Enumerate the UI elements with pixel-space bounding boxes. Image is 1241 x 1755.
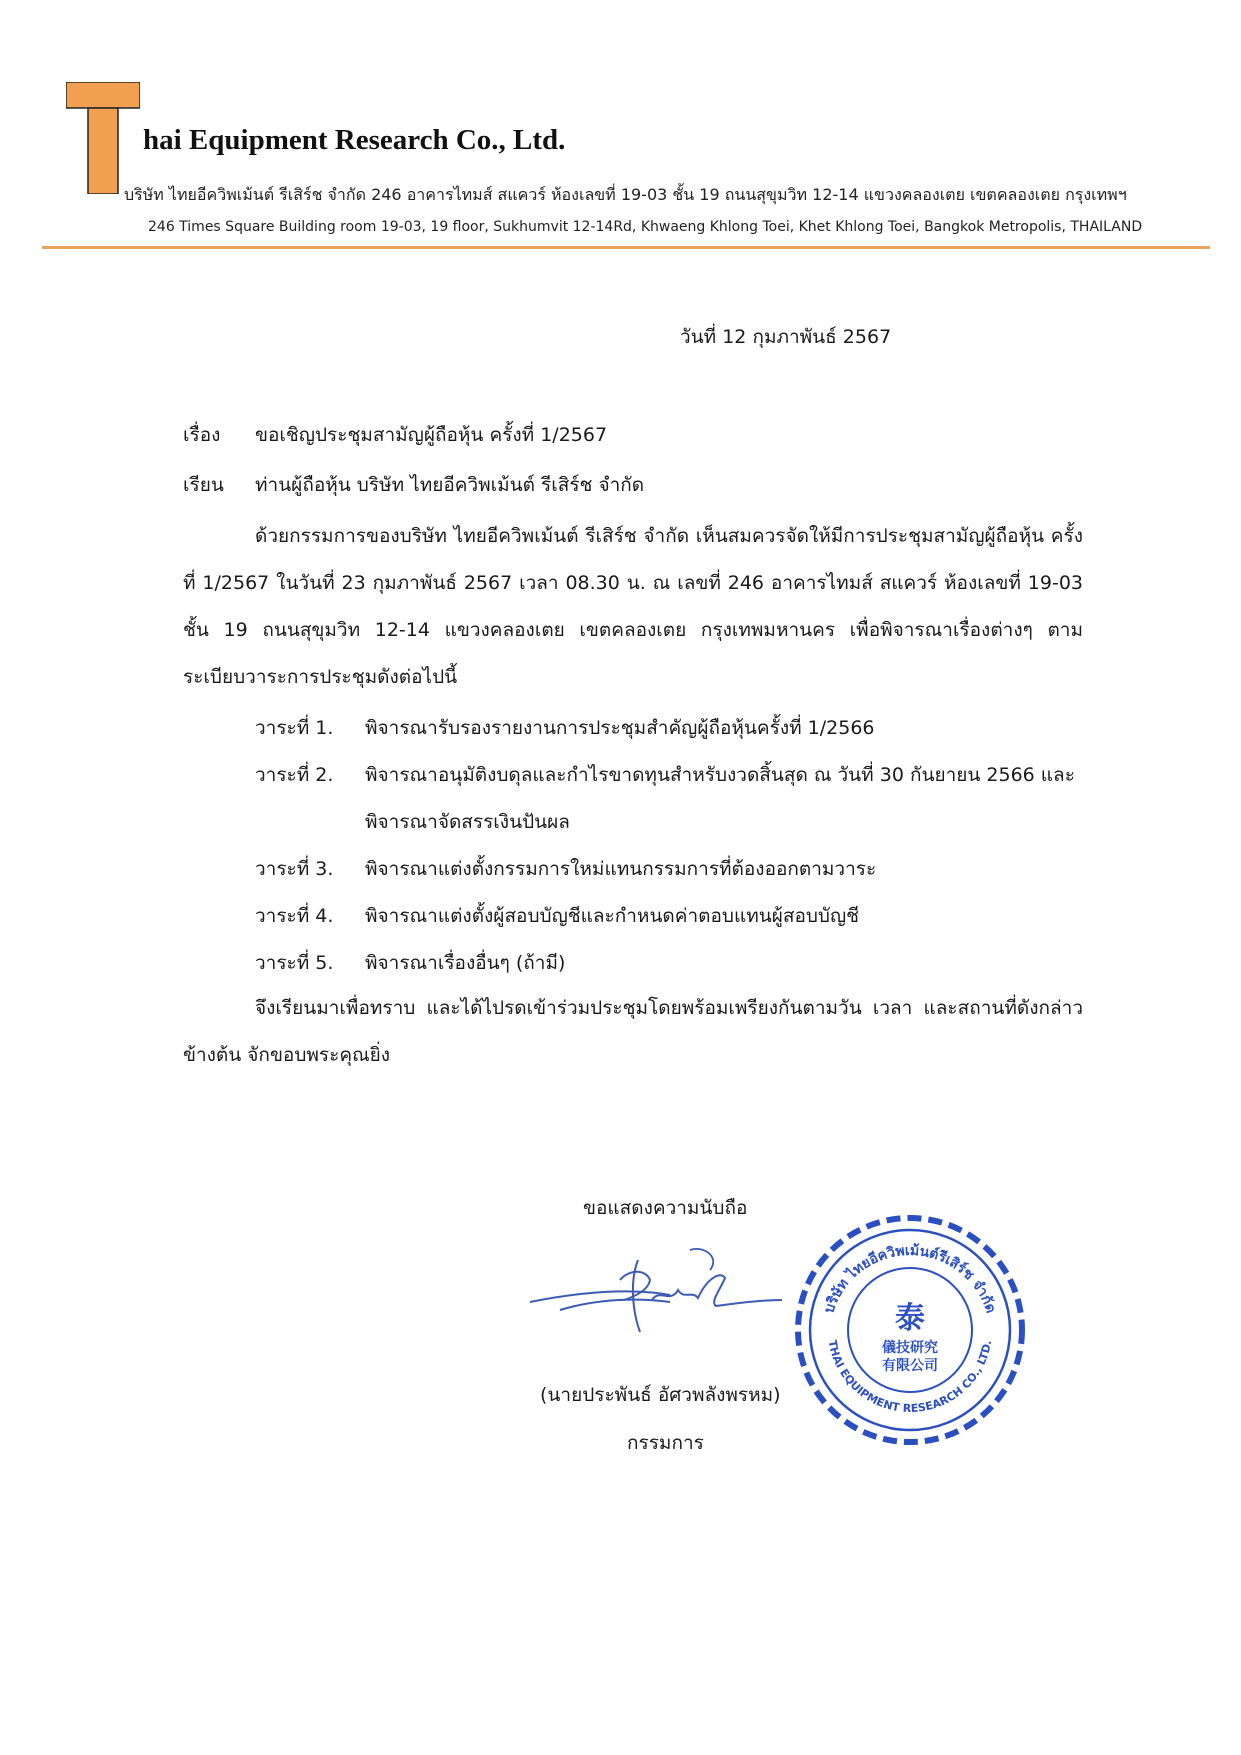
agenda-number: วาระที่ 1. [255, 717, 334, 739]
seal-center-line: 儀技研究 [882, 1340, 938, 1356]
subject-text: ขอเชิญประชุมสามัญผู้ถือหุ้น ครั้งที่ 1/2567 [255, 424, 608, 446]
handwritten-signature [520, 1240, 790, 1340]
letterhead-divider [42, 246, 1210, 249]
recipient-text: ท่านผู้ถือหุ้น บริษัท ไทยอีควิพเม้นต์ รีเสิร์ช จำกัด [255, 474, 645, 496]
agenda-number: วาระที่ 3. [255, 858, 334, 880]
agenda-item [255, 940, 1075, 987]
company-name: hai Equipment Research Co., Ltd. [143, 124, 566, 156]
signer-name: (นายประพันธ์ อัศวพลังพรหม) [540, 1384, 781, 1406]
agenda-number: วาระที่ 4. [255, 905, 334, 927]
agenda-number: วาระที่ 5. [255, 952, 334, 974]
regards-text: ขอแสดงความนับถือ [583, 1197, 748, 1219]
agenda-item [255, 705, 1075, 752]
agenda-number: วาระที่ 2. [255, 764, 334, 786]
agenda-text: พิจารณาแต่งตั้งผู้สอบบัญชีและกำหนดค่าตอบแทนผู้สอบบัญชี [365, 905, 860, 927]
seal-text-english: THAI EQUIPMENT RESEARCH CO., LTD. [825, 1339, 995, 1416]
recipient-label: เรียน [183, 474, 224, 496]
seal-center-line: 有限公司 [882, 1358, 938, 1374]
subject-label: เรื่อง [183, 424, 221, 446]
agenda-item [255, 846, 1075, 893]
agenda-text: พิจารณารับรองรายงานการประชุมสำคัญผู้ถือหุ้นครั้งที่ 1/2566 [365, 717, 875, 739]
letter-closing: จึงเรียนมาเพื่อทราบ และได้ไปรดเข้าร่วมประชุมโดยพร้อมเพรียงกันตามวัน เวลา และสถานที่ดังกล่าวข้างต้น จักขอบพระคุณยิ่ง [183, 997, 1083, 1066]
agenda-text: พิจารณาแต่งตั้งกรรมการใหม่แทนกรรมการที่ต้องออกตามวาระ [365, 858, 877, 880]
company-logo [66, 82, 140, 194]
agenda-item [255, 752, 1075, 846]
agenda-text: พิจารณาอนุมัติงบดุลและกำไรขาดทุนสำหรับงวดสิ้นสุด ณ วันที่ 30 กันยายน 2566 และพิจารณาจัดสรรเงินปันผล [365, 764, 1075, 833]
seal-center-glyph: 泰 [895, 1301, 925, 1336]
letter-date: วันที่ 12 กุมภาพันธ์ 2567 [680, 326, 892, 348]
company-address-english: 246 Times Square Building room 19-03, 19 floor, Sukhumvit 12-14Rd, Khwaeng Khlong Toei, Khet Khlong Toei, Bangkok Metropolis, THAILAND [148, 219, 1143, 235]
company-seal [790, 1210, 1030, 1450]
letter-body: ด้วยกรรมการของบริษัท ไทยอีควิพเม้นต์ รีเสิร์ช จำกัด เห็นสมควรจัดให้มีการประชุมสามัญผู้ถือหุ้น ครั้งที่ 1/2567 ในวันที่ 23 กุมภาพันธ์ 2567 เวลา 08.30 น. ณ เลขที่ 246 อาคารไทมส์ สแควร์ ห้องเลขที่ 19-03 ชั้น 19 ถนนสุขุมวิท 12-14 แขวงคลองเตย เขตคลองเตย กรุงเทพมหานคร เพื่อพิจารณาเรื่องต่างๆ ตามระเบียบวาระการประชุมดังต่อไปนี้ [183, 525, 1083, 688]
seal-text-thai: บริษัท ไทยอีควิพเม้นต์รีเสิร์ช จำกัด [821, 1242, 999, 1316]
agenda-text: พิจารณาเรื่องอื่นๆ (ถ้ามี) [365, 952, 566, 974]
signer-position: กรรมการ [627, 1432, 704, 1454]
agenda-list [255, 705, 1075, 987]
agenda-item [255, 893, 1075, 940]
company-address-thai: บริษัท ไทยอีควิพเม้นต์ รีเสิร์ช จำกัด 246 อาคารไทมส์ สแควร์ ห้องเลขที่ 19-03 ชั้น 19 ถนนสุขุมวิท 12-14 แขวงคลองเตย เขตคลองเตย กรุงเทพฯ [124, 185, 1127, 204]
